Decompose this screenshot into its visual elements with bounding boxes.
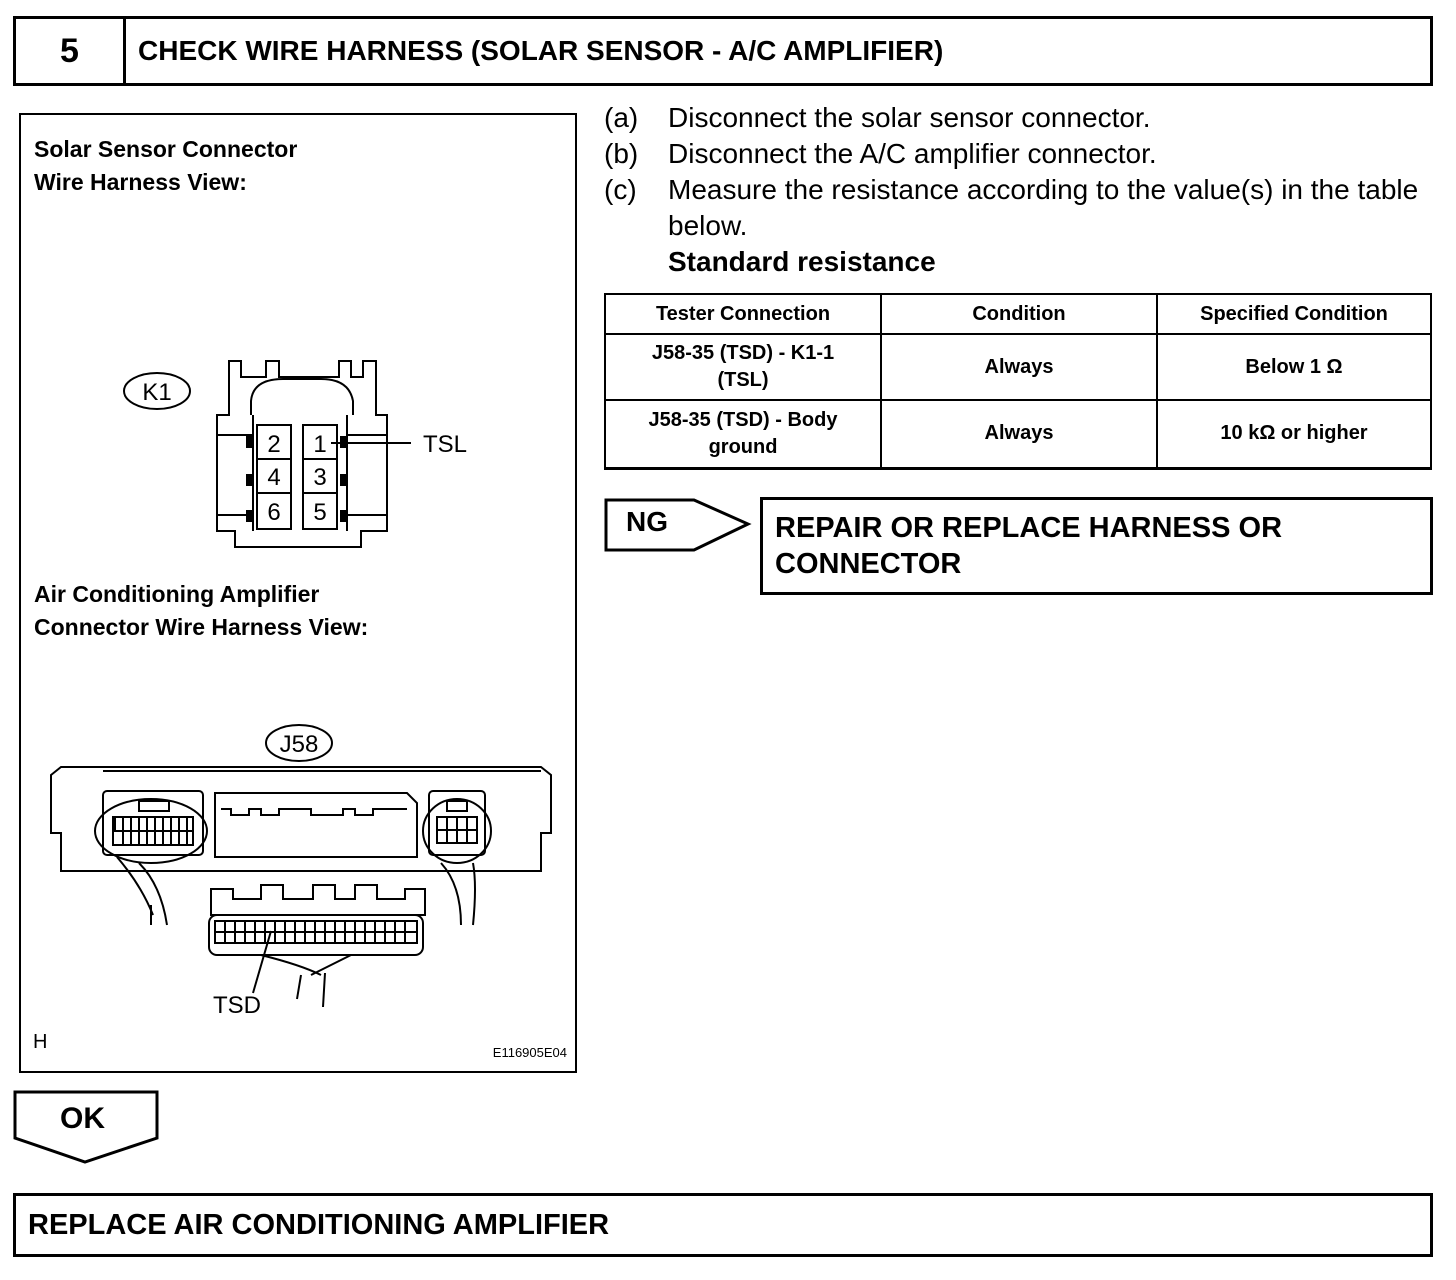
final-action-box: REPLACE AIR CONDITIONING AMPLIFIER — [13, 1193, 1433, 1257]
step-letter: (c) — [604, 174, 637, 205]
amp-label-line1: Air Conditioning Amplifier — [34, 581, 320, 607]
pin-4: 4 — [267, 464, 281, 491]
ok-label: OK — [60, 1102, 105, 1135]
header-tester-connection: Tester Connection — [605, 294, 881, 334]
step-title: CHECK WIRE HARNESS (SOLAR SENSOR - A/C AMPLIFIER) — [138, 35, 944, 66]
k1-tag: K1 — [142, 379, 172, 406]
step-text: Measure the resistance according to the value(s) in the table below. — [668, 174, 1419, 241]
solar-label-line1: Solar Sensor Connector — [34, 136, 298, 162]
step-letter: (a) — [604, 102, 639, 133]
cell-tester-connection: J58-35 (TSD) - K1-1 (TSL) — [605, 334, 881, 400]
tsd-label: TSD — [213, 992, 261, 1019]
pin-5: 5 — [313, 499, 327, 526]
connector-figure — [19, 113, 577, 1073]
step-a — [604, 100, 1424, 136]
pin-1: 1 — [313, 431, 327, 458]
table-row — [605, 400, 1431, 468]
cell-specified-condition: Below 1 Ω — [1157, 334, 1431, 400]
step-letter: (b) — [604, 138, 639, 169]
pin-3: 3 — [313, 464, 327, 491]
ac-amplifier-connector — [51, 725, 551, 1019]
header-condition: Condition — [881, 294, 1157, 334]
amp-label-line2: Connector Wire Harness View: — [34, 614, 369, 640]
cell-condition: Always — [881, 400, 1157, 468]
amplifier-connector-label — [34, 578, 368, 644]
table-header-row — [605, 294, 1431, 334]
resistance-table — [604, 293, 1432, 470]
pin-2: 2 — [267, 431, 281, 458]
cell-specified-condition: 10 kΩ or higher — [1157, 400, 1431, 468]
step-text: Disconnect the A/C amplifier connector. — [668, 138, 1157, 169]
standard-resistance-label: Standard resistance — [668, 246, 936, 277]
cell-condition: Always — [881, 334, 1157, 400]
step-b — [604, 136, 1424, 172]
tsl-label: TSL — [423, 431, 468, 458]
pin-6: 6 — [267, 499, 281, 526]
figure-code: E116905E04 — [492, 1045, 567, 1060]
procedure-steps — [604, 100, 1424, 280]
ng-action-box — [760, 497, 1433, 595]
header-specified-condition: Specified Condition — [1157, 294, 1431, 334]
j58-tag: J58 — [279, 731, 319, 758]
solar-sensor-connector — [124, 361, 467, 547]
step-text: Disconnect the solar sensor connector. — [668, 102, 1151, 133]
step-number: 5 — [16, 19, 126, 83]
corner-mark: H — [33, 1031, 48, 1053]
ng-label: NG — [626, 506, 668, 537]
step-header — [13, 16, 1433, 86]
step-c — [604, 172, 1424, 244]
solar-label-line2: Wire Harness View: — [34, 169, 247, 195]
cell-tester-connection: J58-35 (TSD) - Body ground — [605, 400, 881, 468]
ng-action-line1: REPAIR OR REPLACE HARNESS OR — [775, 512, 1283, 544]
table-row — [605, 334, 1431, 400]
ng-action-line2: CONNECTOR — [775, 548, 962, 580]
